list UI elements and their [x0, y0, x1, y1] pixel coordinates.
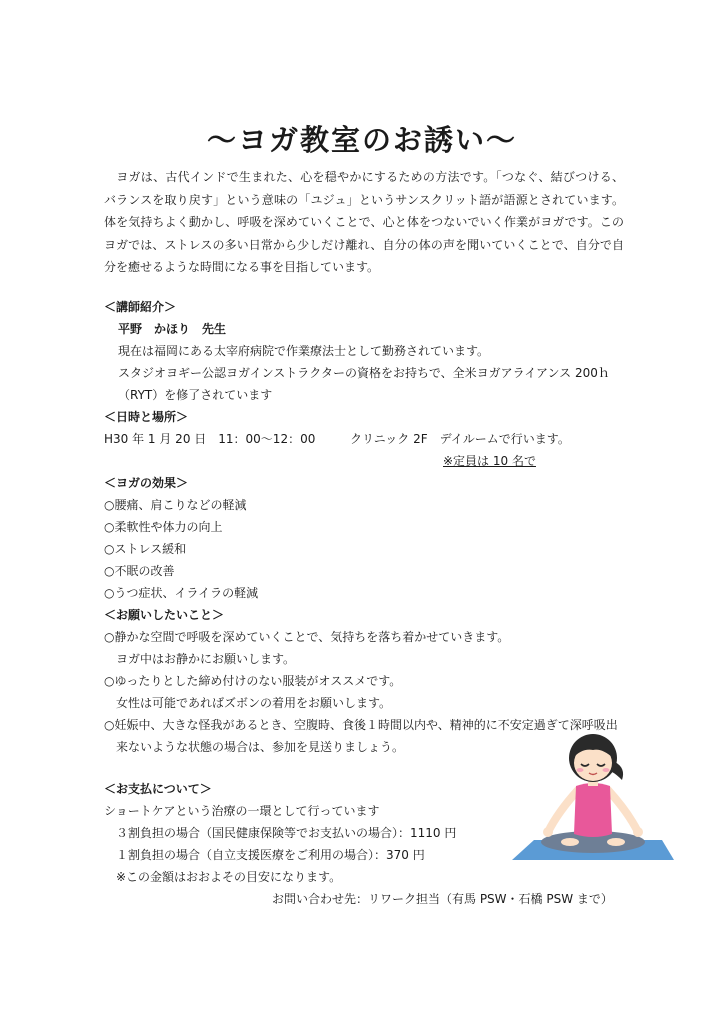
schedule-heading: ＜日時と場所＞ — [104, 410, 189, 424]
payment-line: ※この金額はおおよその目安になります。 — [104, 870, 342, 884]
intro-paragraph — [104, 166, 624, 279]
left-hand — [543, 827, 553, 837]
right-hand — [633, 827, 643, 837]
request-line: 来ないような状態の場合は、参加を見送りましょう。 — [104, 740, 405, 754]
yoga-woman-illustration — [512, 728, 674, 868]
request-line: ○妊娠中、大きな怪我があるとき、空腹時、食後１時間以内や、精神的に不安定過ぎて深呼吸出 — [104, 718, 618, 732]
right-arm — [608, 790, 638, 832]
intro-text: ヨガは、古代インドで生まれた、心を穏やかにするための方法です。「つなぐ、結びつける、バランスを取り戻す」という意味の「ユジュ」というサンスクリット語が語源とされています。体を気持ちよく動かし、呼吸を深めていくことで、心と体をつないでいく作業がヨガです。このヨガでは、ストレスの多い日常から少しだけ離れ、自分の体の声を聞いていくことで、自分で自分を癒せるような時間になる事を目指しています。 — [104, 170, 624, 274]
request-line: ヨガ中はお静かにお願いします。 — [104, 652, 296, 666]
effect-item: ○腰痛、肩こりなどの軽減 — [104, 498, 247, 512]
left-cheek — [577, 768, 584, 772]
instructor-line-2: スタジオヨギー公認ヨガインストラクターの資格をお持ちで、全米ヨガアライアンス 200ｈ — [118, 366, 610, 380]
effects-heading: ＜ヨガの効果＞ — [104, 476, 189, 490]
request-line: ○静かな空間で呼吸を深めていくことで、気持ちを落ち着かせていきます。 — [104, 630, 510, 644]
effect-item: ○うつ症状、イライラの軽減 — [104, 586, 259, 600]
payment-heading: ＜お支払について＞ — [104, 782, 212, 796]
effect-item: ○柔軟性や体力の向上 — [104, 520, 223, 534]
request-line: 女性は可能であればズボンの着用をお願いします。 — [104, 696, 392, 710]
instructor-name: 平野 かほり 先生 — [118, 322, 227, 336]
schedule-place: クリニック 2F デイルームで行います。 — [350, 432, 570, 446]
right-foot — [607, 838, 625, 846]
contact-line: お問い合わせ先：リワーク担当（有馬 PSW・石橋 PSW まで） — [272, 892, 613, 906]
instructor-heading: ＜講師紹介＞ — [104, 300, 177, 314]
instructor-line-3: （RYT）を修了されています — [118, 388, 273, 402]
schedule-capacity: ※定員は 10 名で — [443, 454, 536, 468]
schedule-datetime: H30 年 1 月 20 日 11：00〜12：00 — [104, 432, 316, 446]
left-arm — [548, 790, 578, 832]
right-cheek — [603, 768, 610, 772]
payment-line: １割負担の場合（自立支援医療をご利用の場合）：370 円 — [104, 848, 425, 862]
requests-heading: ＜お願いしたいこと＞ — [104, 608, 225, 622]
effect-item: ○ストレス緩和 — [104, 542, 187, 556]
payment-line: ３割負担の場合（国民健康保険等でお支払いの場合）：1110 円 — [104, 826, 457, 840]
instructor-line-1: 現在は福岡にある太宰府病院で作業療法士として勤務されています。 — [118, 344, 490, 358]
request-line: ○ゆったりとした締め付けのない服装がオススメです。 — [104, 674, 402, 688]
payment-line: ショートケアという治療の一環として行っています — [104, 804, 380, 818]
page-title: 〜ヨガ教室のお誘い〜 — [206, 123, 517, 157]
left-foot — [561, 838, 579, 846]
pink-shirt — [574, 783, 612, 837]
effect-item: ○不眠の改善 — [104, 564, 175, 578]
